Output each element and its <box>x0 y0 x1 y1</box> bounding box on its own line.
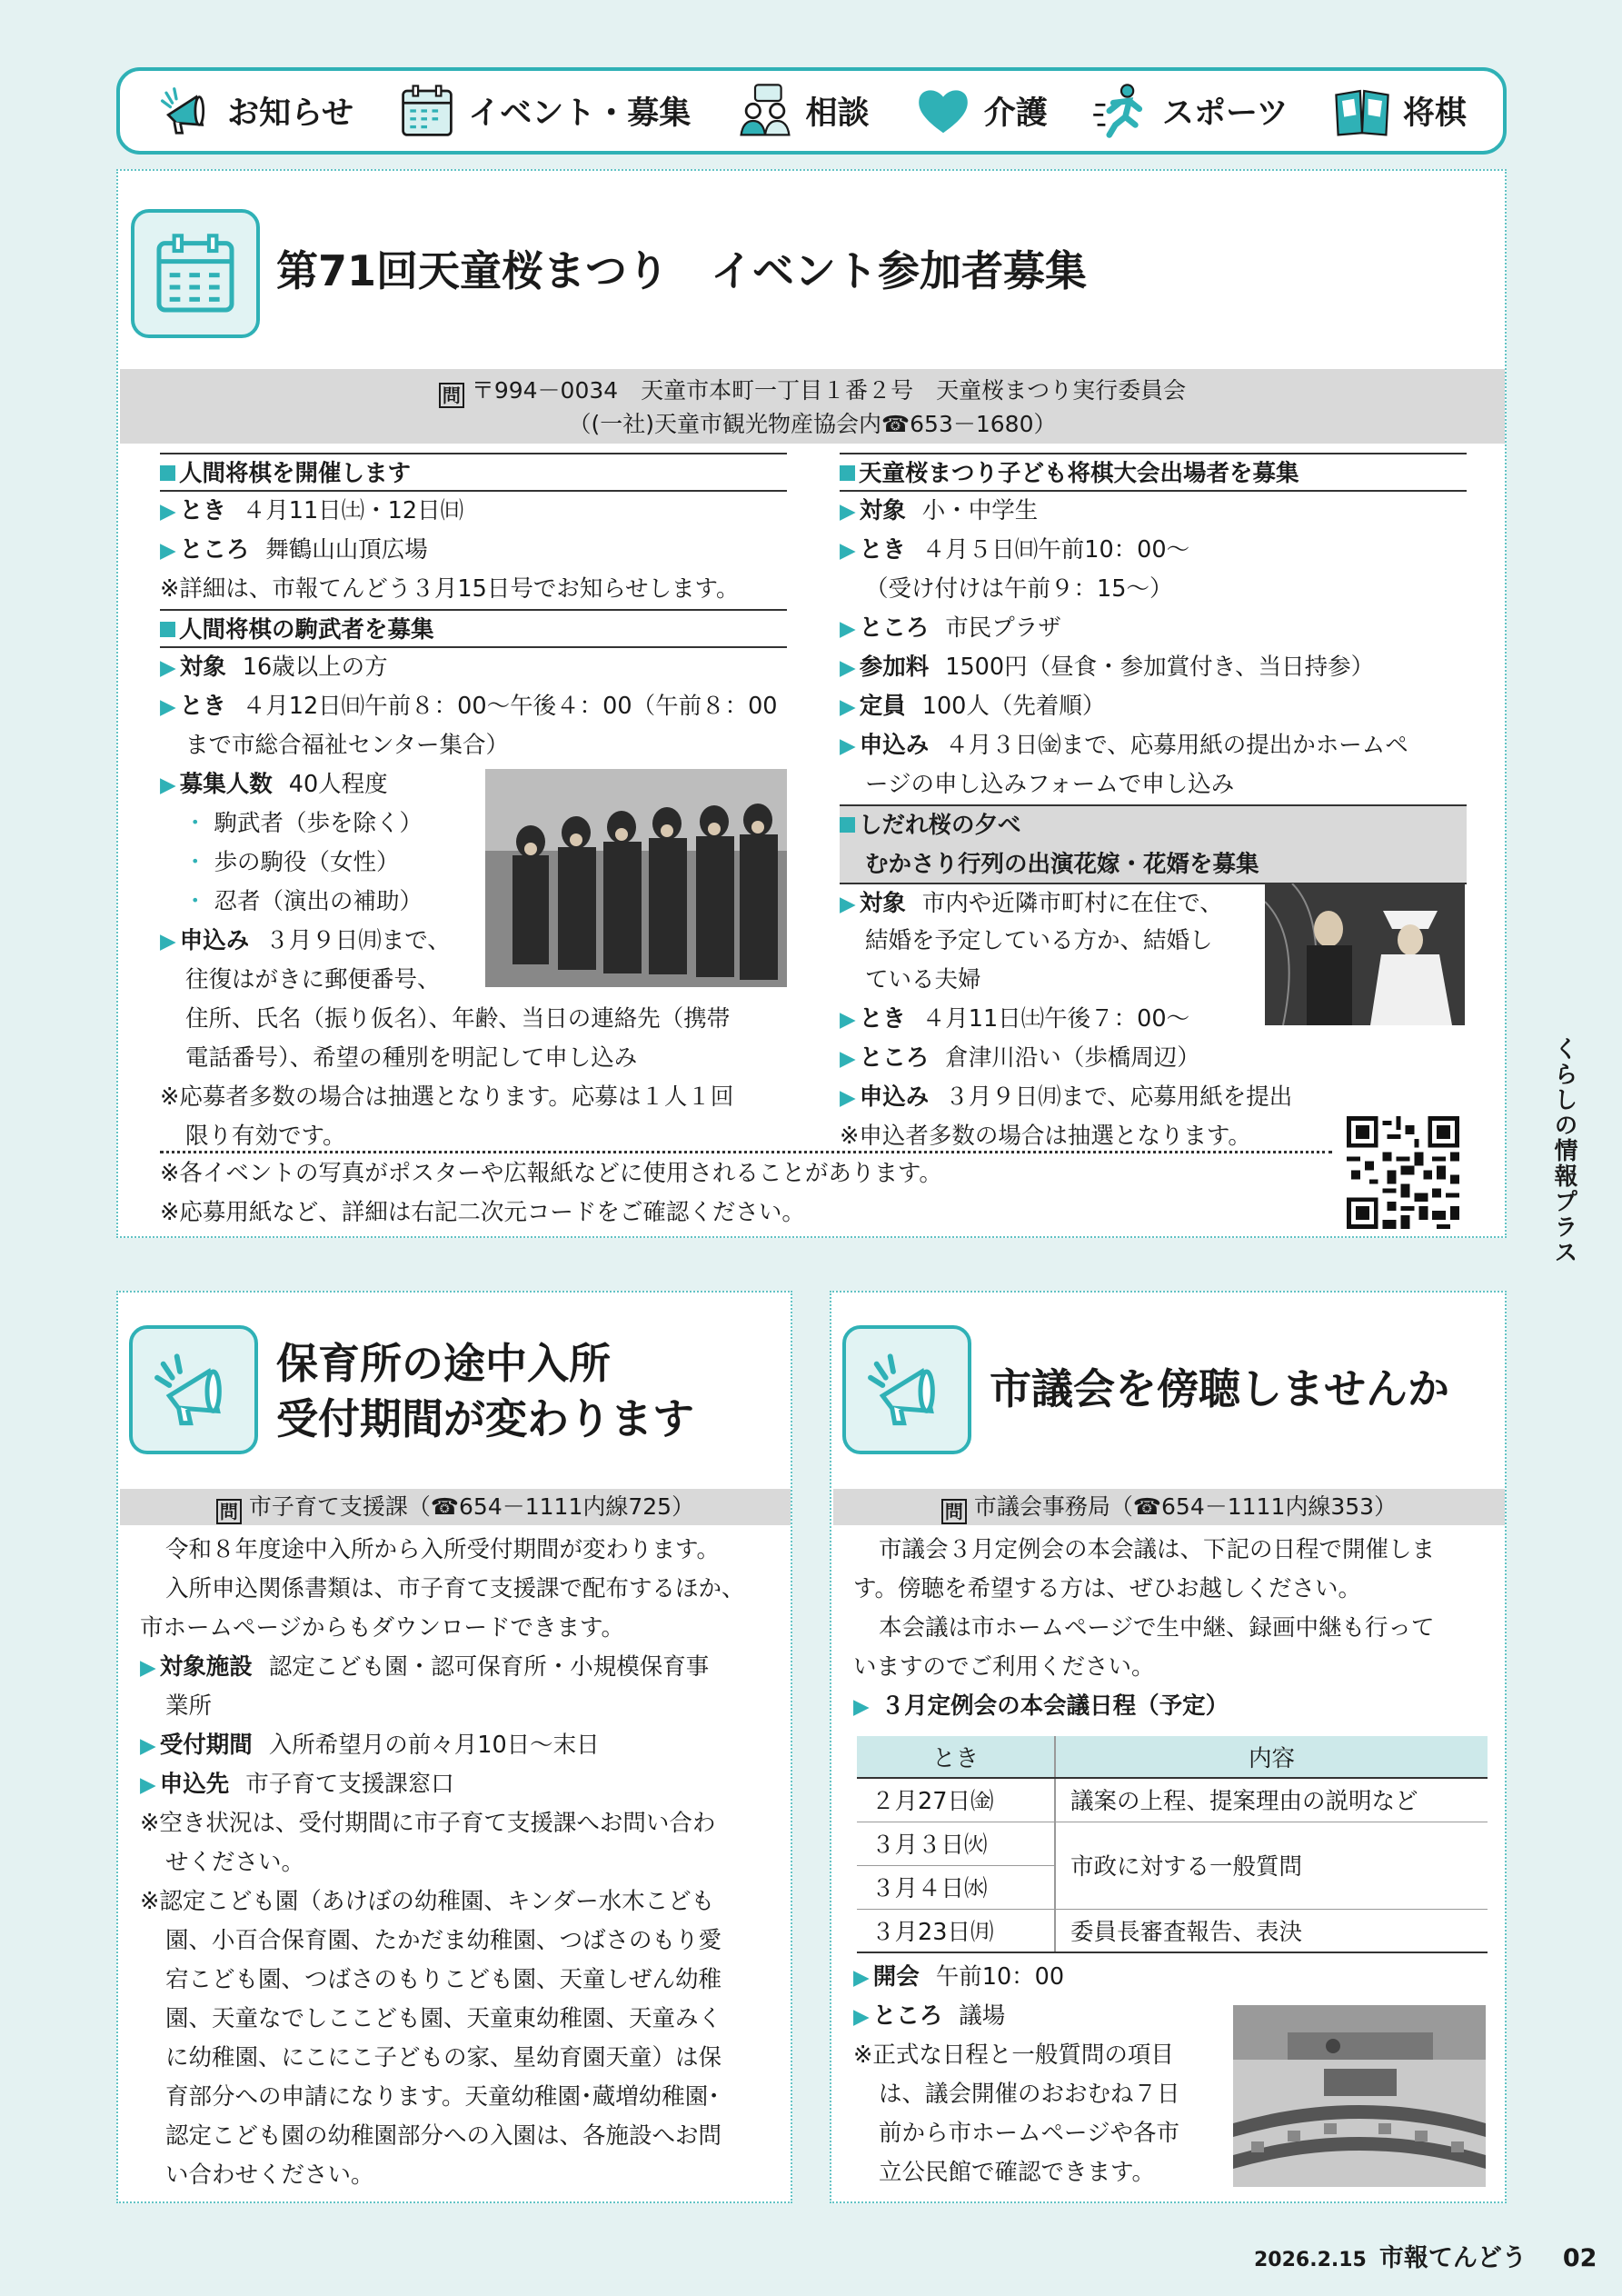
article-city-council <box>830 1291 1507 2203</box>
label: ところ <box>872 2002 943 2030</box>
note-cont: 限り有効です。 <box>185 1123 346 1150</box>
value-cont: 住所、氏名（振り仮名）、年齢、当日の連絡先（携帯 <box>185 1005 731 1033</box>
value: 入所希望月の前々月10日～末日 <box>268 1732 600 1759</box>
section-heading <box>840 453 1467 492</box>
article-nursery <box>116 1291 792 2203</box>
role-item: ・ 忍者（演出の補助） <box>184 888 423 915</box>
note-cont: せください。 <box>165 1849 305 1876</box>
section-title: しだれ桜の夕べ <box>859 812 1021 839</box>
label: ところ <box>859 614 930 642</box>
contact-line-1: 〒994－0034 天童市本町一丁目１番２号 天童桜まつり実行委員会 <box>471 377 1187 404</box>
value-cont: 業所 <box>165 1692 213 1720</box>
note-cont: に幼稚園、にこにこ子どもの家、星幼育園天童）は保 <box>165 2044 722 2071</box>
label: 受付期間 <box>159 1732 253 1759</box>
role: 忍者（演出の補助） <box>214 888 423 915</box>
nav-label: スポーツ <box>1161 95 1289 132</box>
megaphone-icon-box <box>842 1325 971 1454</box>
right-column <box>840 453 1467 1156</box>
note: ※認定こども園（あけぼの幼稚園、キンダー水木こども <box>140 1888 715 1915</box>
qr-code[interactable] <box>1347 1116 1459 1229</box>
column-header: 内容 <box>1055 1736 1488 1778</box>
schedule-heading: ▶ ３月定例会の本会議日程（予定） <box>853 1692 1229 1720</box>
value-cont: ージの申し込みフォームで申し込み <box>865 771 1235 798</box>
label: とき <box>859 1005 906 1033</box>
title-line: 保育所の途中入所 <box>276 1339 611 1388</box>
label: とき <box>859 536 906 564</box>
value: 午前10：00 <box>935 1963 1065 1991</box>
info-row: ▶ 申込み ３月９日㈪まで、 <box>160 927 451 954</box>
nav-label: 介護 <box>983 95 1048 132</box>
section-title: 天童桜まつり子ども将棋大会出場者を募集 <box>859 460 1299 487</box>
info-row: ▶ 申込み ３月９日㈪まで、応募用紙を提出 <box>840 1083 1293 1111</box>
issue-date: 2026.2.15 <box>1254 2249 1367 2271</box>
paragraph-cont: いますのでご利用ください。 <box>853 1653 1155 1681</box>
publication-name: 市報てんどう <box>1378 2244 1527 2272</box>
contact-line-2: （(一社)天童市観光物産協会内☎653－1680） <box>568 411 1057 437</box>
info-row: ▶ 対象 16歳以上の方 <box>160 654 388 681</box>
nav-item-care[interactable] <box>913 81 1048 141</box>
value: 議場 <box>959 2002 1006 2030</box>
section-title: 人間将棋を開催します <box>179 460 412 487</box>
info-row: ▶ 対象施設 認定こども園・認可保育所・小規模保育事 <box>140 1653 710 1681</box>
note-cont: 育部分への申請になります。天童幼稚園･蔵増幼稚園･ <box>165 2083 720 2111</box>
value: 40人程度 <box>288 771 388 798</box>
note-cont: 立公民館で確認できます。 <box>879 2159 1155 2186</box>
value: 100人（先着順） <box>921 693 1106 720</box>
note-cont: い合わせください。 <box>165 2161 374 2189</box>
page-footer <box>1254 2238 1597 2273</box>
table-header <box>857 1736 1488 1778</box>
content-cell: 市政に対する一般質問 <box>1055 1822 1488 1909</box>
label: ところ <box>859 1044 930 1072</box>
value: 舞鶴山山頂広場 <box>265 536 428 564</box>
label: 申込み <box>179 927 250 954</box>
value-cont: ている夫婦 <box>865 966 981 993</box>
paragraph-cont: 市ホームページからもダウンロードできます。 <box>140 1614 624 1642</box>
value: ４月11日㈯午後７：00～ <box>921 1005 1190 1033</box>
heart-icon <box>913 81 973 141</box>
calendar-icon-box <box>131 209 260 338</box>
date-cell: ２月27日㈮ <box>857 1778 1055 1822</box>
value-cont: 結婚を予定している方か、結婚し <box>865 927 1213 954</box>
info-row: ▶ 対象 小・中学生 <box>840 497 1039 524</box>
section-heading <box>160 609 787 648</box>
label: とき <box>179 693 226 720</box>
contact-line: 市議会事務局（☎654－1111内線353） <box>973 1493 1398 1520</box>
nav-label: 相談 <box>805 95 870 132</box>
value: ４月３日㈮まで、応募用紙の提出かホームペ <box>945 732 1408 759</box>
value-cont: （受け付けは午前９：15～） <box>865 575 1173 603</box>
shogi-icon <box>1332 81 1392 141</box>
contact-line: 市子育て支援課（☎654－1111内線725） <box>248 1493 695 1520</box>
label: とき <box>179 497 226 524</box>
page-number: 02 <box>1562 2244 1597 2272</box>
note: ※申込者多数の場合は抽選となります。 <box>840 1123 1251 1150</box>
inquiry-mark: 問 <box>439 383 464 408</box>
date-cell: ３月23日㈪ <box>857 1909 1055 1952</box>
article-body <box>140 1531 776 2195</box>
schedule-table <box>857 1736 1488 1953</box>
nav-item-consult[interactable] <box>735 81 870 141</box>
inquiry-mark: 問 <box>941 1499 967 1524</box>
label: 申込み <box>859 732 930 759</box>
runner-icon <box>1091 81 1151 141</box>
label: 参加料 <box>859 654 930 681</box>
calendar-icon <box>397 81 457 141</box>
value-cont: 電話番号）、希望の種別を明記して申し込み <box>185 1044 638 1072</box>
label: 対象 <box>179 654 226 681</box>
paragraph: 本会議は市ホームページで生中継、録画中継も行って <box>879 1614 1435 1642</box>
info-row: ▶ ところ 市民プラザ <box>840 614 1061 642</box>
label: 対象施設 <box>159 1653 253 1681</box>
label: 対象 <box>859 890 906 917</box>
note-cont: 園、天童なでしここども園、天童東幼稚園、天童みく <box>165 2005 722 2032</box>
article-sakura-festival <box>116 169 1507 1238</box>
table-row <box>857 1909 1488 1952</box>
nav-label: イベント・募集 <box>468 95 692 132</box>
info-row: ▶ 定員 100人（先着順） <box>840 693 1106 720</box>
info-row: ▶ 募集人数 40人程度 <box>160 771 388 798</box>
nav-item-notice[interactable] <box>156 81 353 141</box>
value: ４月５日㈰午前10：00～ <box>921 536 1190 564</box>
contact-info <box>120 369 1505 444</box>
article-body <box>853 1531 1489 1726</box>
nav-label: 将棋 <box>1402 95 1467 132</box>
table-row <box>857 1778 1488 1822</box>
section-heading <box>840 804 1467 883</box>
samurai-photo <box>485 769 787 987</box>
role: 駒武者（歩を除く） <box>214 810 423 837</box>
calendar-icon <box>150 228 241 319</box>
value: 1500円（昼食・参加賞付き、当日持参） <box>945 654 1375 681</box>
note-cont: 宕こども園、つばさのもりこども園、天童しぜん幼稚 <box>165 1966 722 1993</box>
info-row: ▶ ところ 倉津川沿い（歩橋周辺） <box>840 1044 1200 1072</box>
note: ※応募用紙など、詳細は右記二次元コードをご確認ください。 <box>160 1199 805 1226</box>
note-cont: は、議会開催のおおむね７日 <box>879 2081 1180 2108</box>
section-heading <box>160 453 787 492</box>
role-item: ・ 駒武者（歩を除く） <box>184 810 423 837</box>
inquiry-mark: 問 <box>216 1499 242 1524</box>
consultation-icon <box>735 81 795 141</box>
info-row: ▶ 対象 市内や近隣市町村に在住で、 <box>840 883 1467 922</box>
nav-label: お知らせ <box>227 95 354 132</box>
category-nav <box>116 67 1507 155</box>
note: ※正式な日程と一般質問の項目 <box>853 2041 1174 2069</box>
info-row: ▶ 申込み ４月３日㈮まで、応募用紙の提出かホームペ <box>840 732 1408 759</box>
info-row: ▶ 受付期間 入所希望月の前々月10日～末日 <box>140 1732 600 1759</box>
nav-item-sports[interactable] <box>1091 81 1289 141</box>
note-cont: 園、小百合保育園、たかだま幼稚園、つばさのもり愛 <box>165 1927 722 1954</box>
megaphone-icon <box>148 1344 239 1435</box>
paragraph: 市議会３月定例会の本会議は、下記の日程で開催しま <box>879 1536 1436 1563</box>
note: ※空き状況は、受付期間に市子育て支援課へお問い合わ <box>140 1810 716 1837</box>
content-cell: 委員長審査報告、表決 <box>1055 1909 1488 1952</box>
note-cont: 認定こども園の幼稚園部分への入園は、各施設へお問 <box>165 2122 722 2150</box>
footnotes <box>160 1154 942 1233</box>
value: 倉津川沿い（歩橋周辺） <box>945 1044 1200 1072</box>
date-cell: ３月３日㈫ <box>857 1822 1055 1865</box>
column-header: とき <box>857 1736 1055 1778</box>
dotted-divider <box>160 1151 1332 1153</box>
content-cell: 議案の上程、提案理由の説明など <box>1055 1778 1488 1822</box>
megaphone-icon <box>861 1344 952 1435</box>
megaphone-icon <box>156 81 216 141</box>
value: ４月12日㈰午前８：00～午後４：00（午前８：00 <box>242 693 778 720</box>
value: 市民プラザ <box>945 614 1061 642</box>
info-row: ▶ とき ４月12日㈰午前８：00～午後４：00（午前８：00 <box>160 693 778 720</box>
info-row: ▶ ところ 議場 <box>853 2002 1006 2030</box>
sidebar-section-label: くらしの情報プラス <box>1550 1036 1577 1265</box>
note: ※各イベントの写真がポスターや広報紙などに使用されることがあります。 <box>160 1160 942 1187</box>
section-title: 人間将棋の駒武者を募集 <box>179 616 434 644</box>
section-subtitle: むかさり行列の出演花嫁・花婿を募集 <box>865 851 1259 878</box>
nav-item-event[interactable] <box>397 81 691 141</box>
info-row: ▶ とき ４月11日㈯・12日㈰ <box>160 497 464 524</box>
info-row: ▶ ところ 舞鶴山山頂広場 <box>160 536 428 564</box>
title-line: 受付期間が変わります <box>276 1393 694 1443</box>
value-cont: まで市総合福祉センター集合） <box>185 732 509 759</box>
value-cont: 往復はがきに郵便番号、 <box>185 966 441 993</box>
label: 開会 <box>872 1963 920 1991</box>
note-cont: 前から市ホームページや各市 <box>879 2120 1179 2147</box>
article-title: 第71回天童桜まつり イベント参加者募集 <box>276 246 1088 295</box>
label: 対象 <box>859 497 906 524</box>
value: 16歳以上の方 <box>242 654 388 681</box>
paragraph: 令和８年度途中入所から入所受付期間が変わります。 <box>165 1536 720 1563</box>
article-title <box>276 1336 694 1446</box>
paragraph: 入所申込関係書類は、市子育て支援課で配布するほか、 <box>165 1575 745 1602</box>
role: 歩の駒役（女性） <box>214 849 400 876</box>
value: ３月９日㈪まで、 <box>265 927 451 954</box>
info-row: ▶ 申込先 市子育て支援課窓口 <box>140 1771 454 1798</box>
council-chamber-photo <box>1233 2005 1486 2187</box>
value: 小・中学生 <box>921 497 1039 524</box>
role-item: ・ 歩の駒役（女性） <box>184 849 400 876</box>
contact-info <box>833 1489 1505 1525</box>
info-row: ▶ 開会 午前10：00 <box>853 1963 1065 1991</box>
label: 定員 <box>859 693 906 720</box>
label: 募集人数 <box>179 771 273 798</box>
value: 市内や近隣市町村に在住で、 <box>921 890 1223 917</box>
megaphone-icon-box <box>129 1325 258 1454</box>
contact-info <box>120 1489 791 1525</box>
info-row: ▶ 参加料 1500円（昼食・参加賞付き、当日持参） <box>840 654 1375 681</box>
value: 市子育て支援課窓口 <box>245 1771 454 1798</box>
article-title: 市議会を傍聴しませんか <box>990 1364 1449 1413</box>
value: ４月11日㈯・12日㈰ <box>242 497 464 524</box>
info-row: ▶ とき ４月11日㈯午後７：00～ <box>840 1005 1190 1033</box>
nav-item-shogi[interactable] <box>1332 81 1467 141</box>
note: ※応募者多数の場合は抽選となります。応募は１人１回 <box>160 1083 734 1111</box>
label: 申込み <box>859 1083 930 1111</box>
paragraph-cont: す。傍聴を希望する方は、ぜひお越しください。 <box>853 1575 1361 1602</box>
info-row: ▶ とき ４月５日㈰午前10：00～ <box>840 536 1190 564</box>
value: ３月９日㈪まで、応募用紙を提出 <box>945 1083 1293 1111</box>
date-cell: ３月４日㈬ <box>857 1865 1055 1909</box>
wedding-photo <box>1265 883 1465 1025</box>
label: ところ <box>179 536 250 564</box>
table-row <box>857 1822 1488 1865</box>
schedule-title: ３月定例会の本会議日程（予定） <box>881 1692 1229 1720</box>
note: ※詳細は、市報てんどう３月15日号でお知らせします。 <box>160 575 740 603</box>
label: 申込先 <box>159 1771 230 1798</box>
value: 認定こども園・認可保育所・小規模保育事 <box>268 1653 710 1681</box>
